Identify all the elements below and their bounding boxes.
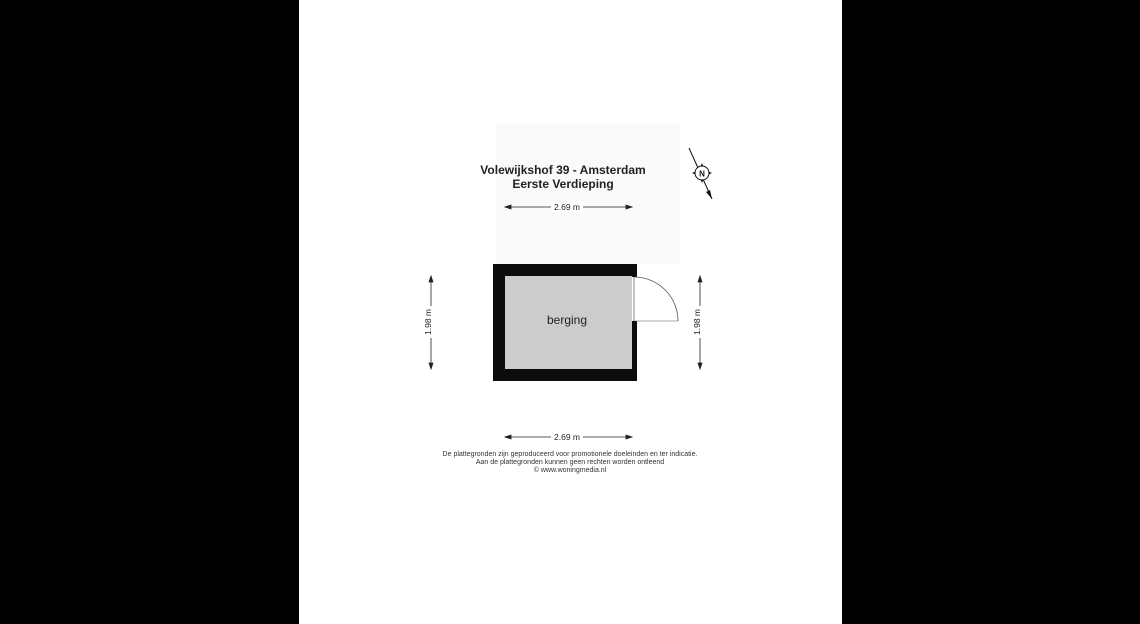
- copyright-link: © www.woningmedia.nl: [533, 467, 607, 474]
- door-opening: [632, 277, 638, 321]
- dimension-bottom-label: 2.69 m: [551, 432, 583, 442]
- title-panel: [496, 124, 680, 264]
- disclaimer-line-2: Aan de plattegronden kunnen geen rechten worden ontleend: [475, 459, 665, 466]
- dimension-left-label: 1.98 m: [423, 306, 433, 338]
- dimension-top-label: 2.69 m: [551, 202, 583, 212]
- address-title: Volewijkshof 39 - Amsterdam: [480, 163, 646, 177]
- dimension-right-label: 1.98 m: [692, 306, 702, 338]
- floor-title: Eerste Verdieping: [512, 177, 614, 191]
- compass-north-label: N: [699, 169, 705, 179]
- room-label-berging: berging: [547, 313, 588, 327]
- disclaimer-line-1: De plattegronden zijn geproduceerd voor promotionele doeleinden en ter indicatie.: [442, 451, 698, 458]
- door-swing-arc: [634, 277, 678, 321]
